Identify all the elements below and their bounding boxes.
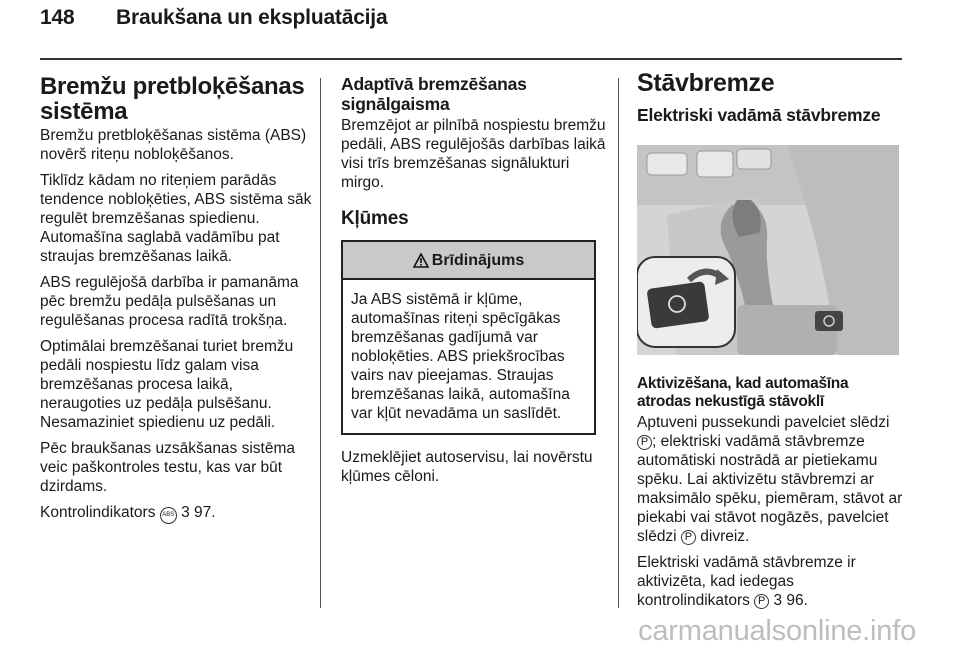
column-divider-left — [320, 78, 321, 608]
column-divider-right — [618, 78, 619, 608]
column-parking-brake-text — [637, 375, 905, 617]
parking-brake-indicator-icon: P — [754, 594, 769, 609]
warning-text: Ja ABS sistēmā ir kļūme, automašīnas riteņi spēcīgākas bremzēšanas gadījumā var nobloķēties. ABS priekšrocības vairs nav pieejamas. Straujas bremzēšanas laikā, automašīna var kļūt nevadāma un saslīdēt. — [351, 291, 570, 422]
abs-indicator-icon: ABS — [160, 507, 177, 524]
page-ref-arrow-icon: 3 — [181, 504, 190, 521]
abs-heading: Bremžu pretbloķēšanas sistēma — [40, 73, 305, 125]
abs-paragraph-2: Tiklīdz kādam no riteņiem parādās tendence nobloķēties, ABS sistēma sāk regulēt bremzēšanas spiedienu. Automašīna saglabā vadāmību pat straujas bremzēšanas laikā. — [40, 172, 312, 265]
column-abs — [40, 74, 312, 531]
page-ref-arrow-icon: 3 — [773, 592, 783, 609]
parking-brake-switch-icon: P — [637, 435, 652, 450]
abs-paragraph-5: Pēc braukšanas uzsākšanas sistēma veic paškontroles testu, kas var būt dzirdams. — [40, 440, 296, 495]
watermark: carmanualsonline.info — [638, 615, 916, 647]
warning-title-bar — [343, 242, 594, 280]
column-parking-brake — [637, 69, 905, 125]
electric-parking-brake-subheading: Elektriski vadāmā stāvbremze — [637, 105, 881, 125]
adaptive-brake-heading: Adaptīvā bremzēšanas signālgaisma — [341, 74, 527, 114]
column-brake-signal — [341, 74, 606, 493]
parking-brake-heading: Stāvbremze — [637, 69, 775, 97]
service-advice: Uzmeklējiet autoservisu, lai novērstu kļūmes cēloni. — [341, 449, 593, 485]
abs-paragraph-3: ABS regulējošā darbība ir pamanāma pēc bremžu pedāļa pulsēšanas un regulēšanas procesa radītā trokšņa. — [40, 274, 299, 329]
abs-indicator-page: 97. — [194, 504, 216, 521]
activation-paragraph: Aptuveni pussekundi pavelciet slēdzi P ; elektriski vadāmā stāvbremze automātiski nostrādā ar pietiekamu spēku. Lai aktivizētu stāvbremzi ar maksimālo spēku, piemēram, stāvot ar piekabi vai stāvot nogāzēs, pavelciet slēdzi P divreiz. — [637, 414, 903, 545]
faults-heading: Kļūmes — [341, 208, 409, 229]
warning-triangle-icon — [413, 253, 429, 268]
adaptive-brake-paragraph: Bremzējot ar pilnībā nospiestu bremžu pedāli, ABS regulējošās darbības laikā visi trīs bremzēšanas signālukturi mirgo. — [341, 117, 606, 191]
header-rule — [40, 58, 902, 60]
activation-heading: Aktivizēšana, kad automašīna atrodas nekustīgā stāvoklī — [637, 375, 849, 410]
page-header — [40, 6, 387, 30]
abs-indicator-ref: Kontrolindikators ABS 3 97. — [40, 503, 312, 524]
page-number: 148 — [40, 6, 75, 29]
warning-title: Brīdinājums — [431, 251, 525, 269]
abs-paragraph-4: Optimālai bremzēšanai turiet bremžu pedāli nospiestu līdz galam visa bremzēšanas procesa laikā, neraugoties uz pedāļa pulsēšanu. Nesamaziniet spiedienu uz pedāli. — [40, 338, 294, 431]
abs-paragraph-1: Bremžu pretbloķēšanas sistēma (ABS) novērš riteņu nobloķēšanos. — [40, 127, 307, 163]
header-title: Braukšana un ekspluatācija — [116, 6, 388, 29]
warning-box — [341, 240, 596, 435]
parking-brake-switch-icon: P — [681, 530, 696, 545]
parking-brake-switch-illustration — [637, 145, 899, 355]
activation-indicator-paragraph: Elektriski vadāmā stāvbremze ir aktivizēta, kad iedegas kontrolindikators P 3 96. — [637, 554, 856, 609]
